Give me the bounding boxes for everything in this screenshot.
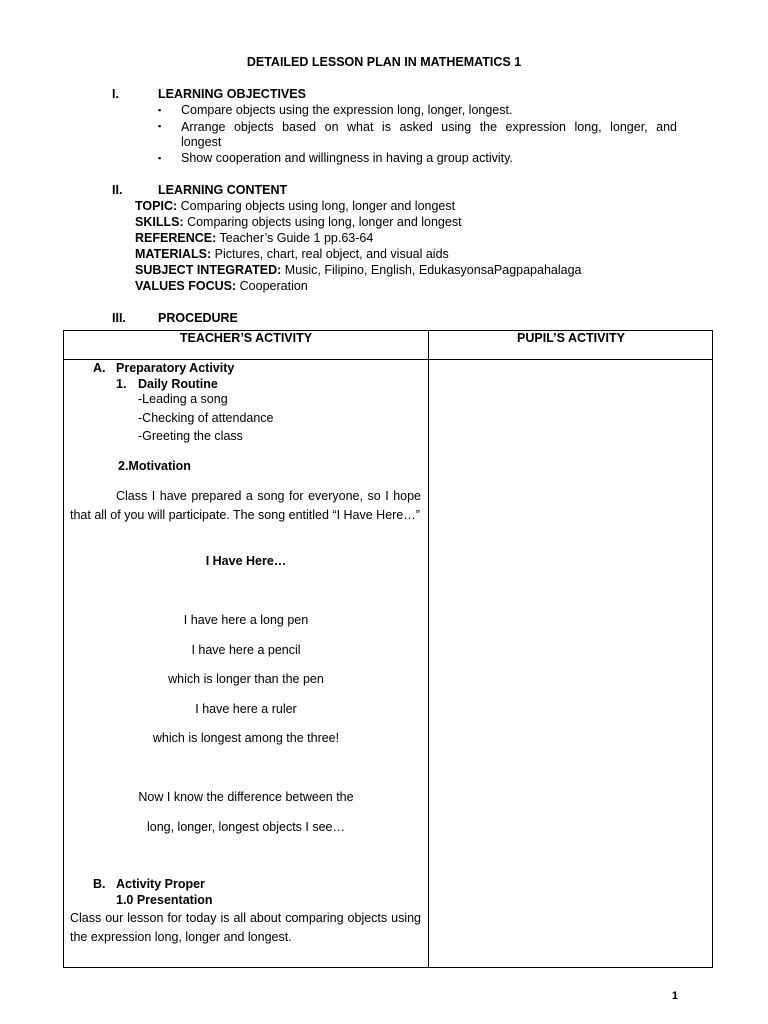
song-line: I have here a ruler <box>195 702 297 716</box>
song-line: which is longer than the pen <box>168 672 324 686</box>
section-1-numeral: I. <box>112 87 119 101</box>
song-line: I have here a pencil <box>191 643 301 657</box>
daily-routine-number: 1. <box>116 377 127 391</box>
teacher-activity-header: TEACHER’S ACTIVITY <box>179 331 313 345</box>
presentation-heading: 1.0 Presentation <box>116 893 213 907</box>
presentation-paragraph: Class our lesson for today is all about comparing objects using the expression long, longer and longest. <box>70 911 421 944</box>
objective-item: Arrange objects based on what is asked using the expression long, longer, and <box>181 120 677 134</box>
content-label: REFERENCE: <box>135 231 217 245</box>
daily-routine-heading: Daily Routine <box>138 377 218 391</box>
song-line: which is longest among the three! <box>152 731 340 745</box>
content-reference <box>135 231 373 245</box>
section-2-heading: LEARNING CONTENT <box>158 183 288 197</box>
routine-item: -Greeting the class <box>138 429 243 443</box>
section-3-heading: PROCEDURE <box>158 311 238 325</box>
content-value: Teacher’s Guide 1 pp.63-64 <box>216 231 374 245</box>
activity-b-letter: B. <box>93 877 106 891</box>
section-1-heading: LEARNING OBJECTIVES <box>158 87 306 101</box>
content-skills <box>135 215 462 229</box>
song-line: I have here a long pen <box>183 613 309 627</box>
table-header-divider <box>63 359 713 360</box>
section-2-numeral: II. <box>112 183 123 197</box>
content-value: Comparing objects using long, longer and longest <box>183 215 462 229</box>
song-title: I Have Here… <box>205 554 287 568</box>
content-value: Comparing objects using long, longer and longest <box>177 199 456 213</box>
content-value: Cooperation <box>236 279 308 293</box>
content-label: SUBJECT INTEGRATED: <box>135 263 282 277</box>
content-label: TOPIC: <box>135 199 178 213</box>
section-3-numeral: III. <box>112 311 126 325</box>
content-label: SKILLS: <box>135 215 184 229</box>
content-label: VALUES FOCUS: <box>135 279 237 293</box>
objective-item-continuation: longest <box>181 135 222 149</box>
content-values-focus <box>135 279 308 293</box>
routine-item: -Checking of attendance <box>138 411 274 425</box>
song-line: long, longer, longest objects I see… <box>146 820 346 834</box>
page-number: 1 <box>671 990 678 1002</box>
objective-item: Show cooperation and willingness in having a group activity. <box>181 151 513 165</box>
pupil-activity-header: PUPIL’S ACTIVITY <box>517 331 625 345</box>
activity-a-heading: Preparatory Activity <box>116 361 235 375</box>
motivation-heading: 2.Motivation <box>118 459 191 473</box>
bullet-icon: ▪ <box>158 121 162 131</box>
bullet-icon: ▪ <box>158 153 162 163</box>
document-title: DETAILED LESSON PLAN IN MATHEMATICS 1 <box>246 55 522 69</box>
content-topic <box>135 199 455 213</box>
activity-a-letter: A. <box>93 361 106 375</box>
song-line: Now I know the difference between the <box>138 790 354 804</box>
motivation-paragraph: Class I have prepared a song for everyone, so I hope that all of you will participate. The song entitled “I Have Here…” <box>70 489 421 522</box>
content-label: MATERIALS: <box>135 247 212 261</box>
content-subject-integrated <box>135 263 582 277</box>
routine-item: -Leading a song <box>138 392 228 406</box>
content-materials <box>135 247 449 261</box>
objective-item: Compare objects using the expression long, longer, longest. <box>181 103 513 117</box>
activity-b-heading: Activity Proper <box>116 877 205 891</box>
content-value: Music, Filipino, English, EdukasyonsaPagpapahalaga <box>281 263 582 277</box>
bullet-icon: ▪ <box>158 105 162 115</box>
content-value: Pictures, chart, real object, and visual aids <box>211 247 449 261</box>
